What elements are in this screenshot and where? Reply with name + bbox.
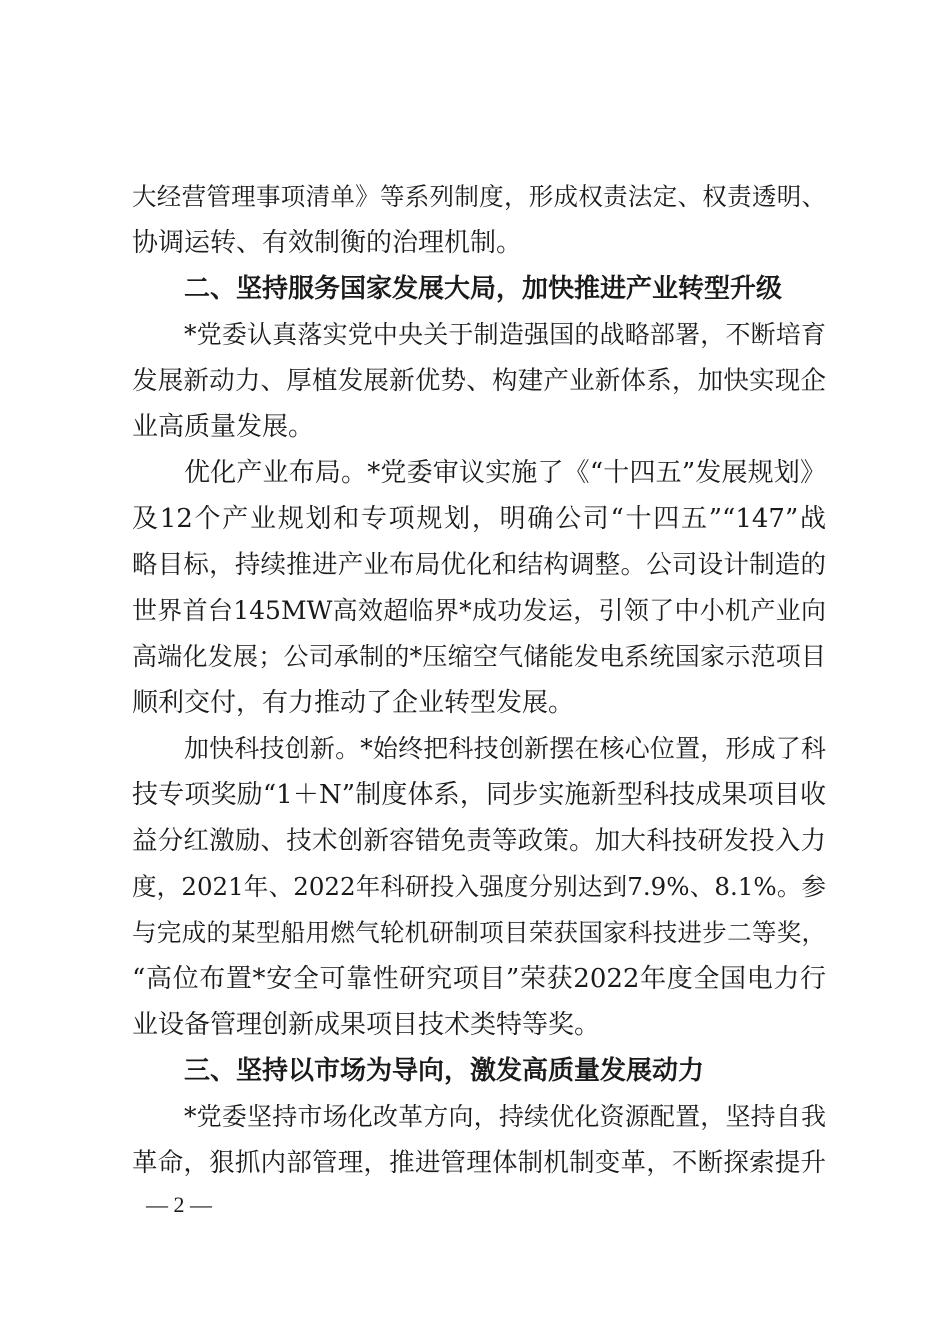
- body-line: “高位布置*安全可靠性研究项目”荣获2022年度全国电力行: [132, 964, 826, 994]
- body-line: 度，2021年、2022年科研投入强度分别达到7.9%、8.1%。参: [132, 872, 826, 901]
- body-line: 协调运转、有效制衡的治理机制。: [132, 228, 523, 258]
- body-line: 业设备管理创新成果项目技术类特等奖。: [132, 1010, 601, 1040]
- body-line: 发展新动力、厚植发展新优势、构建产业新体系，加快实现企: [132, 366, 826, 396]
- body-line: 与完成的某型船用燃气轮机研制项目荣获国家科技进步二等奖，: [132, 918, 826, 947]
- section-heading-2: 二、坚持服务国家发展大局，加快推进产业转型升级: [184, 274, 783, 304]
- body-line: 益分红激励、技术创新容错免责等政策。加大科技研发投入力: [132, 826, 826, 856]
- page-number: — 2 —: [146, 1192, 212, 1217]
- body-line: 大经营管理事项清单》等系列制度，形成权责法定、权责透明、: [132, 182, 826, 211]
- body-line: *党委坚持市场化改革方向，持续优化资源配置，坚持自我: [184, 1102, 826, 1131]
- body-line: 业高质量发展。: [132, 412, 315, 442]
- body-line: 革命，狠抓内部管理，推进管理体制机制变革，不断探索提升: [132, 1148, 826, 1178]
- body-line: 技专项奖励“1＋N”制度体系，同步实施新型科技成果项目收: [132, 780, 826, 810]
- body-line: *党委认真落实党中央关于制造强国的战略部署，不断培育: [184, 320, 826, 349]
- body-line: 世界首台145MW高效超临界*成功发运，引领了中小机产业向: [132, 596, 826, 625]
- body-line: 略目标，持续推进产业布局优化和结构调整。公司设计制造的: [132, 550, 826, 580]
- body-line: 加快科技创新。*始终把科技创新摆在核心位置，形成了科: [184, 734, 826, 763]
- body-line: 优化产业布局。*党委审议实施了《“十四五”发展规划》: [184, 458, 826, 488]
- body-line: 高端化发展；公司承制的*压缩空气储能发电系统国家示范项目: [132, 642, 826, 671]
- body-line: 及12个产业规划和专项规划，明确公司“十四五”“147”战: [132, 504, 826, 534]
- body-line: 顺利交付，有力推动了企业转型发展。: [132, 688, 575, 718]
- section-heading-3: 三、坚持以市场为导向，激发高质量发展动力: [184, 1056, 705, 1086]
